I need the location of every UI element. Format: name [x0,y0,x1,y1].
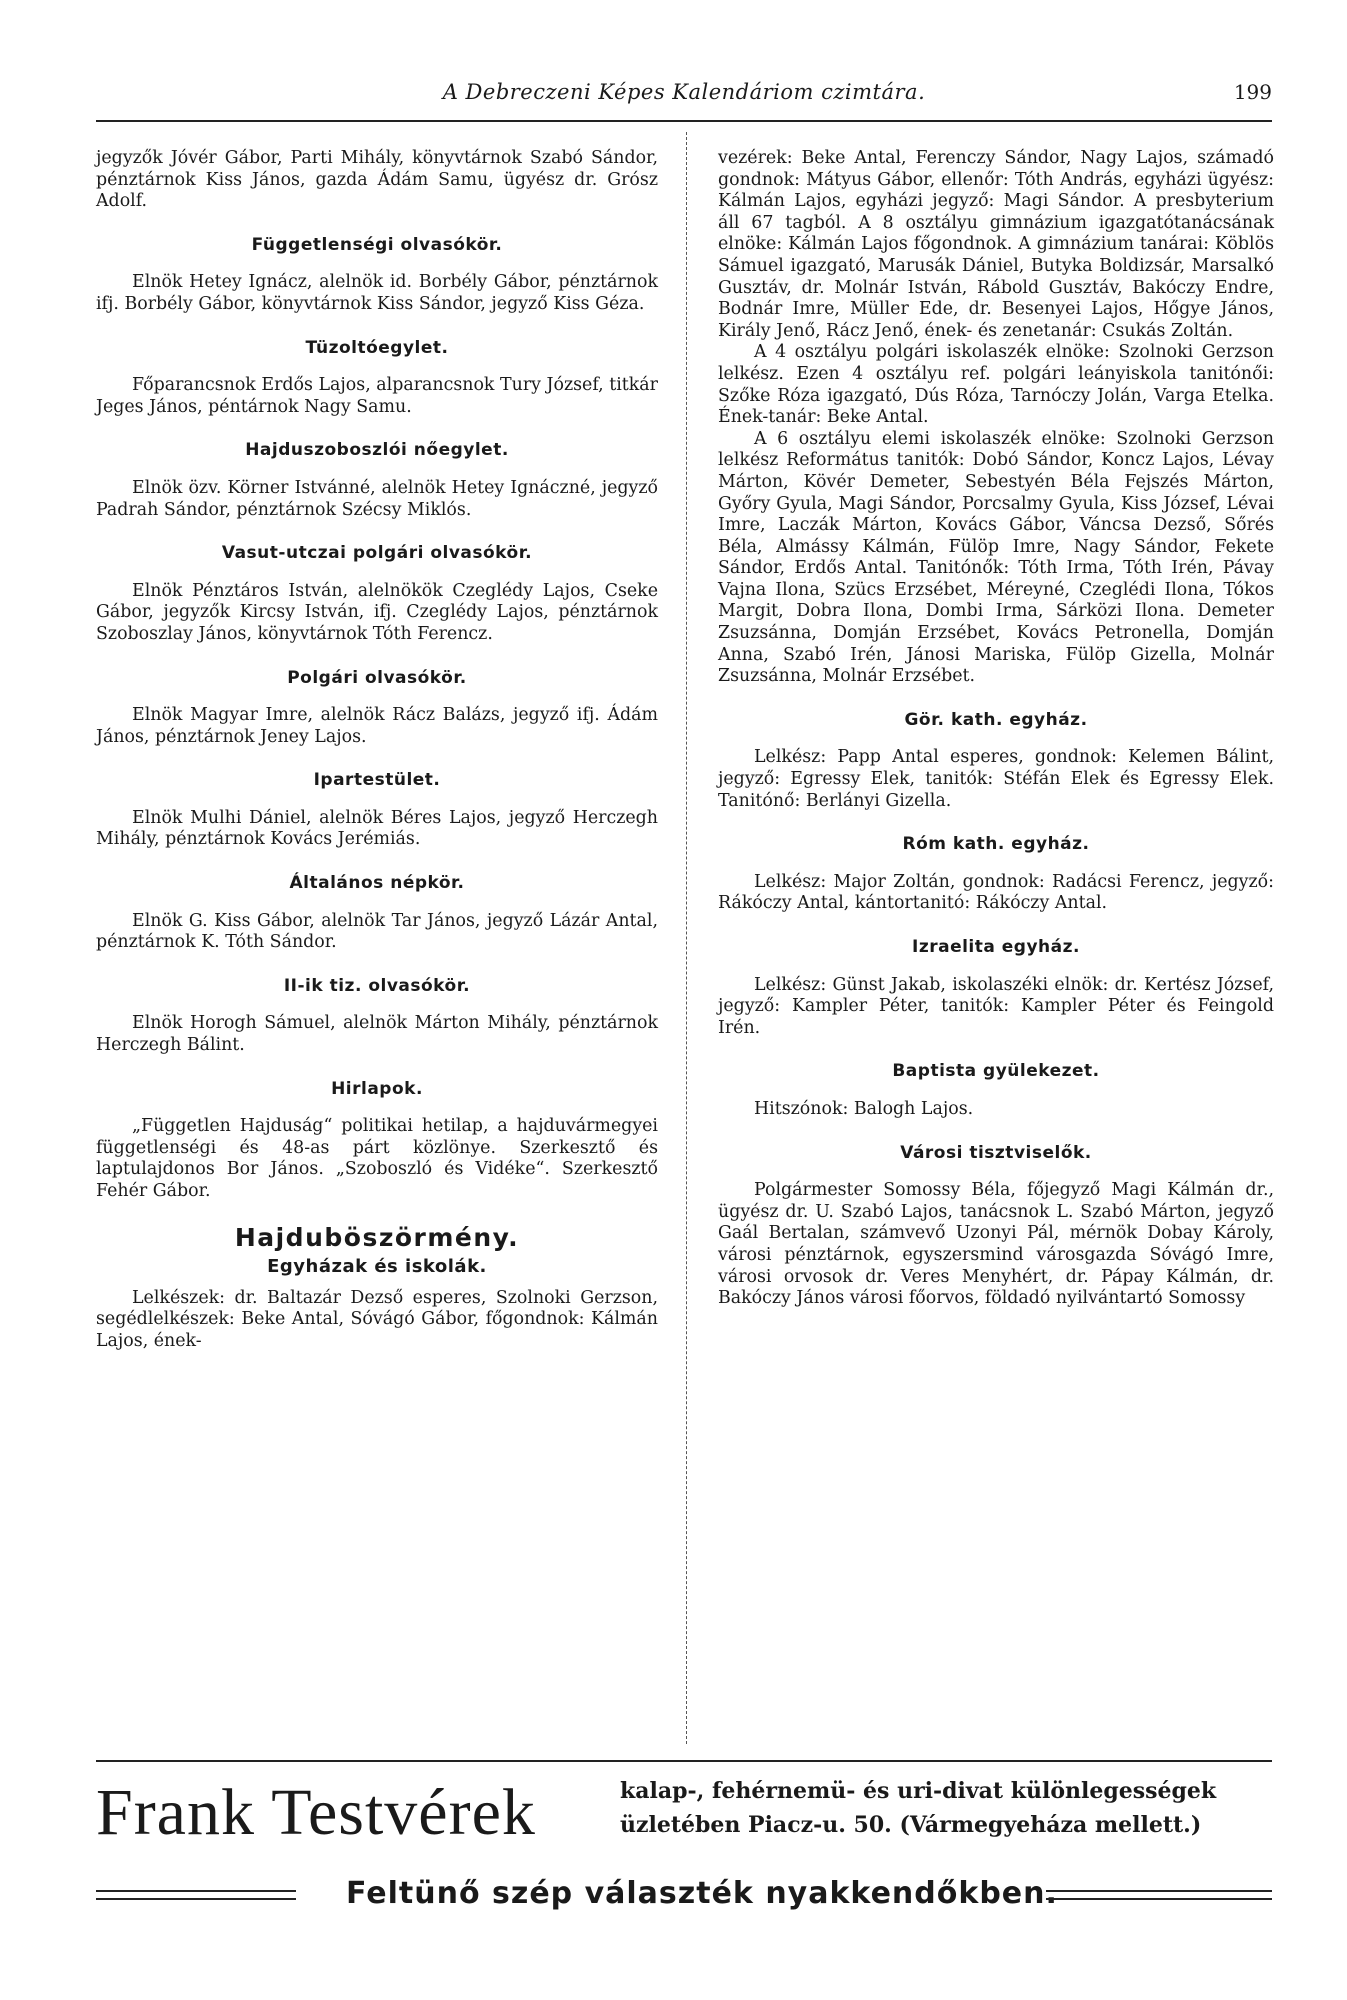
section-title: Róm kath. egyház. [902,834,1090,855]
section-title: Hirlapok. [331,1078,423,1099]
right-intro-paragraph: A 4 osztályu polgári iskolaszék elnöke: Szolnoki Gerzson lelkész. Ezen 4 osztályu ref. polgári leányiskola tanitónői: Szőke Róza igazgató, Dús Róza, Tarnóczy Jolán, Varga Etelka. Ének-tanár: Beke Antal. [718,342,1274,428]
ad-decorative-rule [96,1890,296,1900]
ad-brand-name: Frank Testvérek [96,1776,536,1849]
ad-line-2: üzletében Piacz-u. 50. (Vármegyeháza mellett.) [620,1812,1202,1838]
advertisement [96,1772,1272,1942]
section-text: Lelkész: Major Zoltán, gondnok: Radácsi Ferencz, jegyző: Rákóczy Antal, kántortanitó: Rákóczy Antal. [718,871,1274,914]
ad-decorative-rule [1046,1890,1272,1900]
section-text: Lelkész: Günst Jakab, iskolaszéki elnök: dr. Kertész József, jegyző: Kampler Péter, tanitók: Kampler Péter és Feingold Irén. [718,974,1274,1038]
section-text: Hitszónok: Balogh Lajos. [754,1098,974,1119]
column-divider [686,132,687,1744]
ad-slogan: Feltünő szép választék nyakkendőkben. [346,1876,1058,1911]
section-title: Tüzoltóegylet. [305,337,449,358]
left-column [96,148,658,1353]
town-heading: Hajduböszörmény. [234,1222,520,1252]
section-text: Elnök Hetey Ignácz, alelnök id. Borbély Gábor, pénztárnok ifj. Borbély Gábor, könyvtárnok Kiss Sándor, jegyző Kiss Géza. [96,272,658,314]
subsection-heading: Egyházak és iskolák. [267,1256,487,1278]
section-title: Ipartestület. [313,770,441,791]
section-title: Hajduszoboszlói nőegylet. [245,440,509,461]
running-title: A Debreczeni Képes Kalendáriom czimtára. [442,80,926,104]
section-text: Főparancsnok Erdős Lajos, alparancsnok Tury József, titkár Jeges János, péntárnok Nagy Samu. [96,375,658,417]
section-text: Elnök Magyar Imre, alelnök Rácz Balázs, jegyző ifj. Ádám János, pénztárnok Jeney Lajos. [96,705,658,747]
advertisement-rule [96,1760,1272,1762]
section-text: Elnök G. Kiss Gábor, alelnök Tar János, jegyző Lázár Antal, pénztárnok K. Tóth Sándor. [96,910,658,953]
section-text: Lelkész: Papp Antal esperes, gondnok: Kelemen Bálint, jegyző: Egressy Elek, tanitók: Stéfán Elek és Egressy Elek. Tanitónő: Berlányi Gizella. [718,747,1274,811]
right-intro-paragraph: A 6 osztályu elemi iskolaszék elnöke: Szolnoki Gerzson lelkész Református tanitók: Dobó Sándor, Koncz Lajos, Lévay Márton, Kövér Demeter, Sebestyén Béla Fejszés Márton, Győry Gyula, Magi Sándor, Porcsalmy Gyula, Kiss József, Lévai Imre, Laczák Márton, Kovács Gábor, Váncsa Dezső, Sőrés Béla, Almássy Kálmán, Fülöp Imre, Nagy Sándor, Fekete Sándor, Erdős Antal. Tanitónők: Tóth Irma, Tóth Irén, Pávay Vajna Ilona, Szücs Erzsébet, Méreyné, Czeglédi Ilona, Tókos Margit, Dobra Ilona, Dombi Irma, Sárközi Ilona. Demeter Zsuzsánna, Domján Erzsébet, Kovács Petronella, Domján Anna, Szabó Irén, Jánosi Mariska, Fülöp Gizella, Molnár Zsuzsánna, Molnár Erzsébet. [718,428,1274,687]
left-intro-paragraph: jegyzők Jóvér Gábor, Parti Mihály, könyvtárnok Szabó Sándor, pénztárnok Kiss János, gazda Ádám Samu, ügyész dr. Grósz Adolf. [96,148,658,212]
section-text: Elnök Mulhi Dániel, alelnök Béres Lajos, jegyző Herczegh Mihály, pénztárnok Kovács Jerémiás. [96,807,658,850]
section-text: Elnök Horogh Sámuel, alelnök Márton Mihály, pénztárnok Herczegh Bálint. [96,1013,658,1056]
section-title: Városi tisztviselők. [900,1142,1092,1163]
right-intro-paragraph: vezérek: Beke Antal, Ferenczy Sándor, Nagy Lajos, számadó gondnok: Mátyus Gábor, ellenőr: Tóth András, egyházi ügyész: Kálmán Lajos, egyházi jegyző: Magi Sándor. A presbyterium áll 67 tagból. A 8 osztályu gimnázium igazgatótanácsának elnöke: Kálmán Lajos főgondnok. A gimnázium tanárai: Köblös Sámuel igazgató, Marusák Dániel, Butyka Boldizsár, Marsalkó Gusztáv, dr. Molnár István, Rábold Gusztáv, Bakóczy Endre, Bodnár Imre, Müller Ede, dr. Besenyei Lajos, Hőgye János, Király Jenő, Rácz Jenő, ének- és zenetanár: Csukás Zoltán. [718,148,1274,341]
section-title: Függetlenségi olvasókör. [251,234,503,255]
section-title: II-ik tiz. olvasókör. [283,975,471,996]
section-title: Polgári olvasókör. [287,667,467,688]
ad-line-1: kalap-, fehérnemü- és uri-divat különlegességek [620,1778,1217,1804]
section-title: Baptista gyülekezet. [892,1061,1100,1082]
section-text: Elnök Pénztáros István, alelnökök Czeglédy Lajos, Cseke Gábor, jegyzők Kircsy István, ifj. Czeglédy Lajos, pénztárnok Szoboszlay János, könyvtárnok Tóth Ferencz. [96,580,658,644]
header-rule [96,120,1272,122]
section-title: Izraelita egyház. [912,937,1080,957]
section-title: Általános népkör. [289,873,465,894]
section-text: Polgármester Somossy Béla, főjegyző Magi Kálmán dr., ügyész dr. U. Szabó Lajos, tanácsnok L. Szabó Márton, jegyző Gaál Bertalan, számvevő Uzonyi Pál, mérnök Dobay Károly, városi pénztárnok, egyszersmind városgazda Sóvágó Imre, városi orvosok dr. Veres Menyhért, dr. Pápay Kálmán, dr. Bakóczy János városi főorvos, földadó nyilvántartó Somossy [718,1180,1274,1309]
section-text: Elnök özv. Körner Istvánné, alelnök Hetey Ignáczné, jegyző Padrah Sándor, pénztárnok Szécsy Miklós. [96,477,658,520]
right-column [718,148,1274,1310]
page-number: 199 [1233,80,1272,104]
section-text: „Független Hajduság“ politikai hetilap, a hajduvármegyei függetlenségi és 48-as párt közlönye. Szerkesztő és laptulajdonos Bor János. „Szoboszló és Vidéke“. Szerkesztő Fehér Gábor. [96,1116,658,1201]
section-title: Gör. kath. egyház. [904,709,1088,730]
section-text: Lelkészek: dr. Baltazár Dezső esperes, Szolnoki Gerzson, segédlelkészek: Beke Antal, Sóvágó Gábor, főgondnok: Kálmán Lajos, ének- [96,1287,658,1351]
page-header [96,76,1272,116]
section-title: Vasut-utczai polgári olvasókör. [221,543,533,564]
